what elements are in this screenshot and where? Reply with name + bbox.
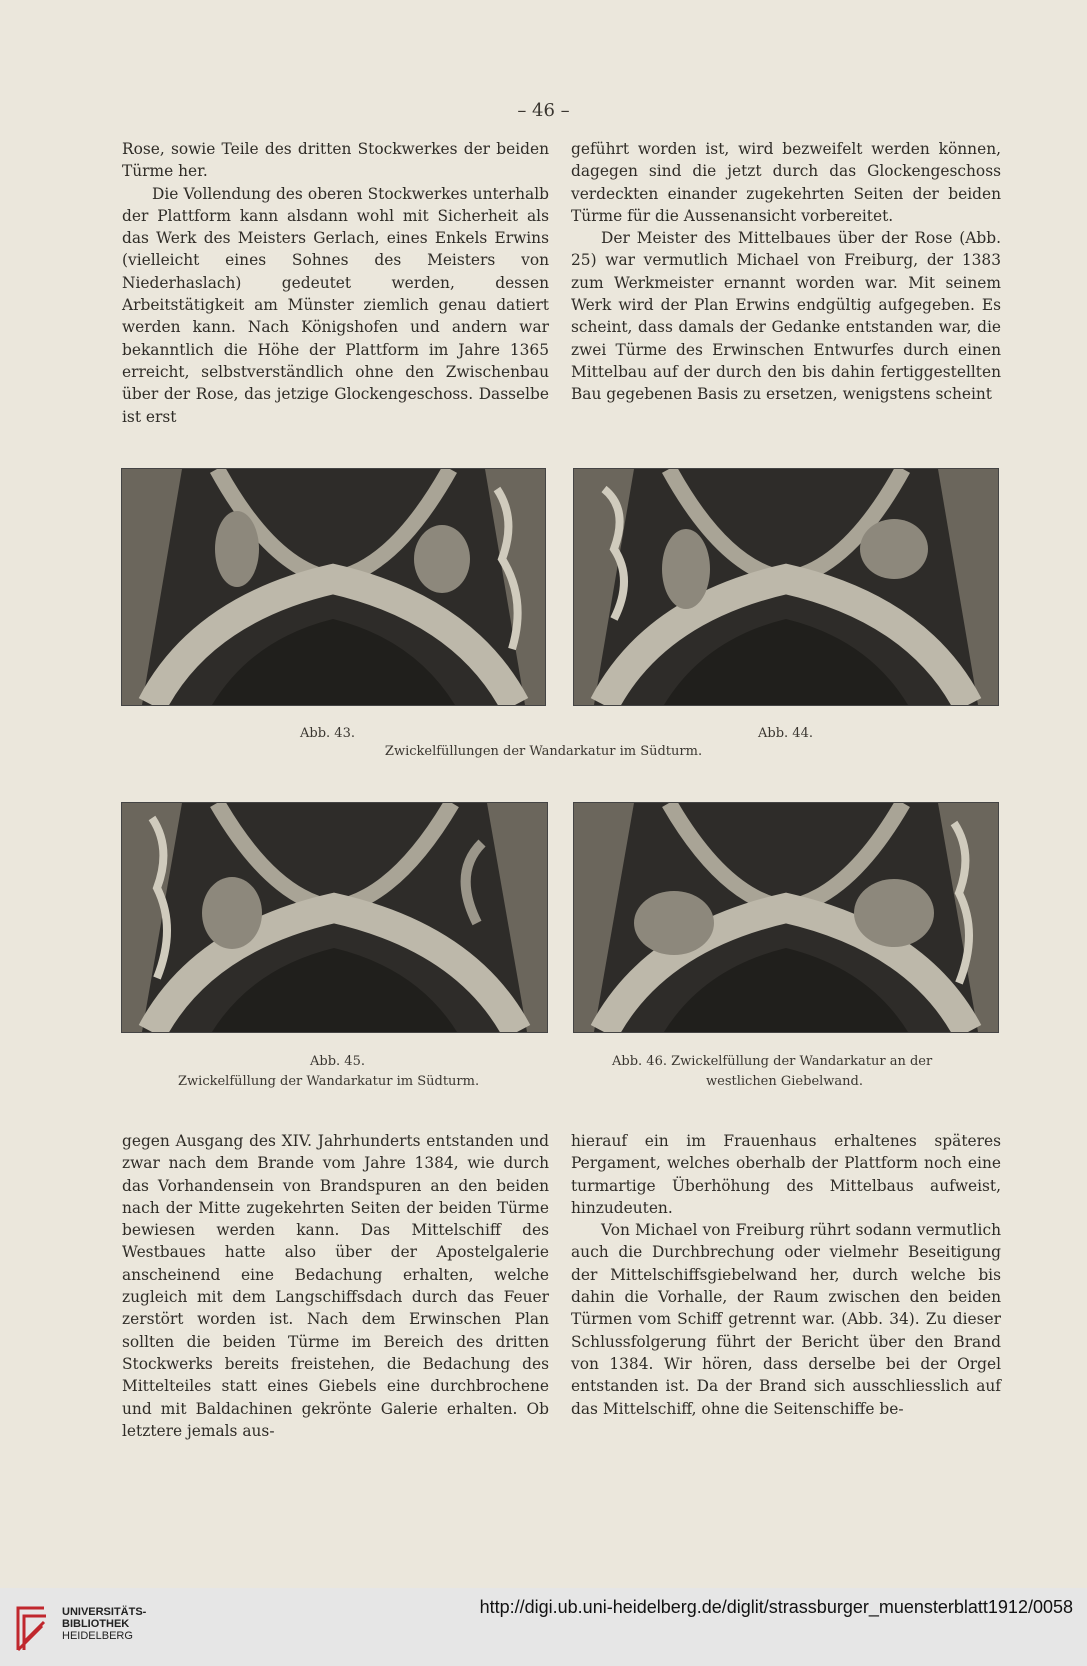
paragraph: Die Vollendung des oberen Stockwerkes unterhalb der Plattform kann alsdann wohl mit Sicherheit als das Werk des Meisters Gerlach, eines Enkels Erwins (vielleicht eines Sohnes des Meisters von Niederhaslach) gedeutet werden, dessen Arbeitstätigkeit am Münster ziemlich genau datiert werden kann. Nach Königshofen und andern war bekanntlich die Höhe der Plattform im Jahre 1365 erreicht, selbstverständlich ohne den Zwischenbau über der Rose, das jetzige Glockengeschoss. Dasselbe ist erst <box>122 184 549 426</box>
library-name-line2: BIBLIOTHEK <box>62 1618 130 1630</box>
photo-abb-45 <box>121 802 548 1033</box>
column-bottom-right <box>571 1130 1001 1420</box>
paragraph: Der Meister des Mittelbaues über der Rose (Abb. 25) war vermutlich Michael von Freiburg, der 1383 zum Werkmeister ernannt worden war. Mit seinem Werk wird der Plan Erwins endgültig aufgegeben. Es scheint, dass damals der Gedanke entstanden war, die zwei Türme des Erwinschen Entwurfes durch einen Mittelbau auf der durch den bis dahin fertiggestellten Bau gegebenen Basis zu ersetzen, wenigstens scheint <box>571 229 1001 404</box>
photo-abb-43 <box>121 468 546 706</box>
paragraph: Von Michael von Freiburg rührt sodann vermutlich auch die Durchbrechung oder vielmehr Beseitigung der Mittelschiffsgiebelwand her, durch welche bis dahin die Vorhalle, der Raum zwischen den beiden Türmen vom Schiff getrennt war. (Abb. 34). Zu dieser Schlussfolgerung führt der Bericht über den Brand von 1384. Wir hören, dass derselbe bei der Orgel entstanden ist. Da der Brand sich ausschliesslich auf das Mittelschiff, ohne die Seitenschiffe be- <box>571 1221 1001 1418</box>
paragraph: Rose, sowie Teile des dritten Stockwerkes der beiden Türme her. <box>122 140 549 181</box>
column-top-right <box>571 138 1001 406</box>
caption-abb-46-line2: westlichen Giebelwand. <box>706 1074 863 1089</box>
paragraph: gegen Ausgang des XIV. Jahrhunderts entstanden und zwar nach dem Brande vom Jahre 1384, wie durch das Vorhandensein von Brandspuren an den beiden nach der Mitte zugekehrten Seiten der beiden Türme bewiesen werden kann. Das Mittelschiff des Westbaues hatte also über der Apostelgalerie anscheinend eine Bedachung erhalten, welche zugleich mit dem Langschiffsdach durch das Feuer zerstört worden ist. Nach dem Erwinschen Plan sollten die beiden Türme im Bereich des dritten Stockwerks bereits freistehen, die Bedachung des Mittelteiles statt eines Giebels eine durchbrochene und mit Baldachinen gekrönte Galerie erhalten. Ob letztere jemals aus- <box>122 1132 549 1440</box>
paragraph: geführt worden ist, wird bezweifelt werden können, dagegen sind die jetzt durch das Glockengeschoss verdeckten einander zugekehrten Seiten der beiden Türme für die Aussenansicht vorbereitet. <box>571 140 1001 225</box>
photo-abb-46 <box>573 802 999 1033</box>
column-bottom-left <box>122 1130 549 1442</box>
caption-abb-43: Abb. 43. <box>300 726 355 741</box>
caption-abb-45-text: Zwickelfüllung der Wandarkatur im Südturm. <box>178 1074 480 1089</box>
library-name-line3: HEIDELBERG <box>62 1630 133 1642</box>
page-number: – 46 – <box>517 100 570 121</box>
photo-abb-44 <box>573 468 999 706</box>
paragraph: hierauf ein im Frauenhaus erhaltenes späteres Pergament, welches oberhalb der Plattform noch eine turmartige Überhöhung des Mittelbaus aufweist, hinzudeuten. <box>571 1132 1001 1217</box>
column-top-left <box>122 138 549 428</box>
caption-abb-46: Abb. 46. Zwickelfüllung der Wandarkatur an der <box>612 1054 933 1069</box>
library-name <box>62 1606 146 1642</box>
caption-abb-45: Abb. 45. <box>310 1054 365 1069</box>
caption-abb-44: Abb. 44. <box>758 726 813 741</box>
library-name-line1: UNIVERSITÄTS- <box>62 1606 147 1618</box>
caption-shared: Zwickelfüllungen der Wandarkatur im Südturm. <box>384 744 703 759</box>
source-url-link[interactable]: http://digi.ub.uni-heidelberg.de/diglit/strassburger_muensterblatt1912/0058 <box>479 1597 1073 1617</box>
library-logo-icon <box>12 1598 52 1658</box>
